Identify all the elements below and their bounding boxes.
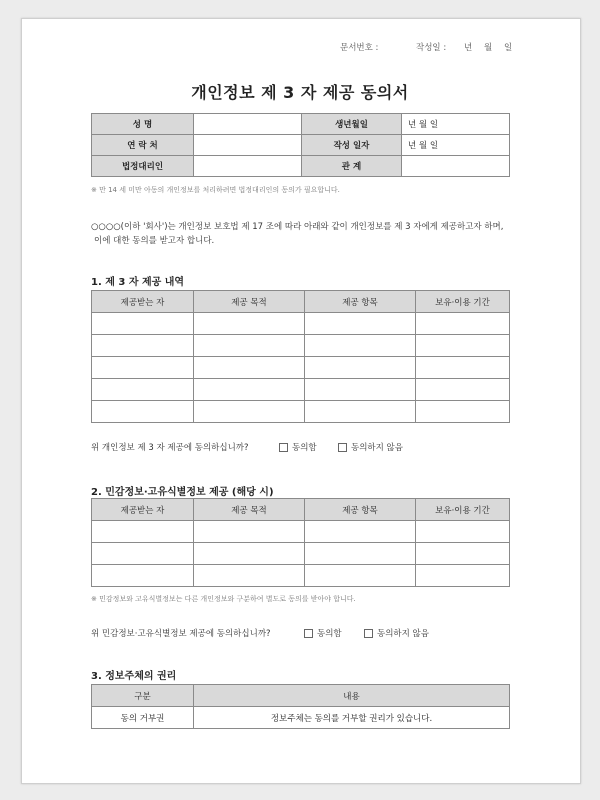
table-cell[interactable] [194, 313, 305, 335]
birth-label: 생년월일 [302, 114, 402, 135]
section-2-title: 2. 민감정보·고유식별정보 제공 (해당 시) [91, 487, 274, 498]
col-purpose: 제공 목적 [194, 291, 305, 313]
personal-info-table [91, 113, 510, 177]
col-items: 제공 항목 [305, 499, 416, 521]
table-cell[interactable] [194, 521, 305, 543]
date-day: 일 [504, 43, 513, 53]
table-cell[interactable] [416, 401, 510, 423]
relation-label: 관 계 [302, 156, 402, 177]
table-cell[interactable] [194, 379, 305, 401]
section-1-question: 위 개인정보 제 3 자 제공에 동의하십니까? [91, 443, 249, 453]
checkbox-icon[interactable] [338, 443, 347, 452]
table-cell[interactable] [305, 543, 416, 565]
table-cell[interactable] [92, 401, 194, 423]
table-cell[interactable] [416, 565, 510, 587]
name-field[interactable] [194, 114, 302, 135]
col-content: 내용 [194, 685, 510, 707]
table-cell[interactable] [305, 379, 416, 401]
col-period: 보유·이용 기간 [416, 499, 510, 521]
table-cell[interactable] [92, 521, 194, 543]
col-recipient: 제공받는 자 [92, 291, 194, 313]
col-purpose: 제공 목적 [194, 499, 305, 521]
table-cell[interactable] [194, 357, 305, 379]
section-2-question: 위 민감정보·고유식별정보 제공에 동의하십니까? [91, 629, 271, 639]
doc-number-label: 문서번호 : [340, 43, 379, 53]
table-cell[interactable] [194, 543, 305, 565]
table-cell[interactable] [416, 543, 510, 565]
birth-field[interactable]: 년 월 일 [402, 114, 510, 135]
table-cell[interactable] [92, 313, 194, 335]
table-cell[interactable] [194, 565, 305, 587]
table-cell[interactable] [92, 357, 194, 379]
table-row [92, 521, 510, 543]
table-cell[interactable] [92, 379, 194, 401]
disagree-label: 동의하지 않음 [377, 629, 429, 639]
table-cell[interactable] [416, 379, 510, 401]
sensitive-info-table [91, 498, 510, 587]
table-row [92, 707, 510, 729]
guardian-field[interactable] [194, 156, 302, 177]
written-date-field[interactable]: 년 월 일 [402, 135, 510, 156]
disagree-label: 동의하지 않음 [351, 443, 403, 453]
table-cell[interactable] [305, 335, 416, 357]
name-label: 성 명 [92, 114, 194, 135]
table-cell[interactable] [416, 357, 510, 379]
table-cell[interactable] [305, 313, 416, 335]
section-1-agree-option[interactable] [279, 441, 317, 453]
col-category: 구분 [92, 685, 194, 707]
table-cell[interactable] [305, 565, 416, 587]
refusal-right-content: 정보주체는 동의를 거부할 권리가 있습니다. [194, 707, 510, 729]
agree-label: 동의함 [317, 629, 342, 639]
date-label: 작성일 : [416, 43, 447, 53]
checkbox-icon[interactable] [304, 629, 313, 638]
minor-note: ※ 만 14 세 미만 아동의 개인정보를 처리하려면 법정대리인의 동의가 필요합니다. [91, 186, 340, 194]
date-year: 년 [464, 43, 473, 53]
table-row [92, 565, 510, 587]
table-cell[interactable] [416, 521, 510, 543]
table-cell[interactable] [92, 565, 194, 587]
table-cell[interactable] [416, 313, 510, 335]
third-party-table [91, 290, 510, 423]
table-row [92, 379, 510, 401]
col-items: 제공 항목 [305, 291, 416, 313]
col-period: 보유·이용 기간 [416, 291, 510, 313]
table-row [92, 401, 510, 423]
intro-line-1: ○○○○(이하 '회사')는 개인정보 보호법 제 17 조에 따라 아래와 같이 개인정보를 제 3 자에게 제공하고자 하며, [91, 222, 504, 232]
relation-field[interactable] [402, 156, 510, 177]
date-month: 월 [484, 43, 493, 53]
table-cell[interactable] [305, 401, 416, 423]
contact-field[interactable] [194, 135, 302, 156]
table-cell[interactable] [92, 335, 194, 357]
table-cell[interactable] [305, 357, 416, 379]
page-title: 개인정보 제 3 자 제공 동의서 [191, 83, 409, 102]
table-cell[interactable] [416, 335, 510, 357]
written-date-label: 작성 일자 [302, 135, 402, 156]
sensitive-note: ※ 민감정보와 고유식별정보는 다른 개인정보와 구분하여 별도로 동의를 받아야 합니다. [91, 595, 356, 603]
section-3-title: 3. 정보주체의 권리 [91, 671, 177, 682]
checkbox-icon[interactable] [279, 443, 288, 452]
refusal-right-label: 동의 거부권 [92, 707, 194, 729]
table-cell[interactable] [92, 543, 194, 565]
table-row [92, 313, 510, 335]
table-row [92, 335, 510, 357]
section-1-disagree-option[interactable] [338, 441, 403, 453]
section-2-disagree-option[interactable] [364, 627, 429, 639]
contact-label: 연 락 처 [92, 135, 194, 156]
col-recipient: 제공받는 자 [92, 499, 194, 521]
guardian-label: 법정대리인 [92, 156, 194, 177]
intro-line-2: 이에 대한 동의를 받고자 합니다. [94, 236, 215, 246]
table-row [92, 357, 510, 379]
section-2-agree-option[interactable] [304, 627, 342, 639]
table-row [92, 543, 510, 565]
table-cell[interactable] [194, 335, 305, 357]
section-1-title: 1. 제 3 자 제공 내역 [91, 277, 185, 288]
checkbox-icon[interactable] [364, 629, 373, 638]
rights-table [91, 684, 510, 729]
agree-label: 동의함 [292, 443, 317, 453]
table-cell[interactable] [305, 521, 416, 543]
table-cell[interactable] [194, 401, 305, 423]
